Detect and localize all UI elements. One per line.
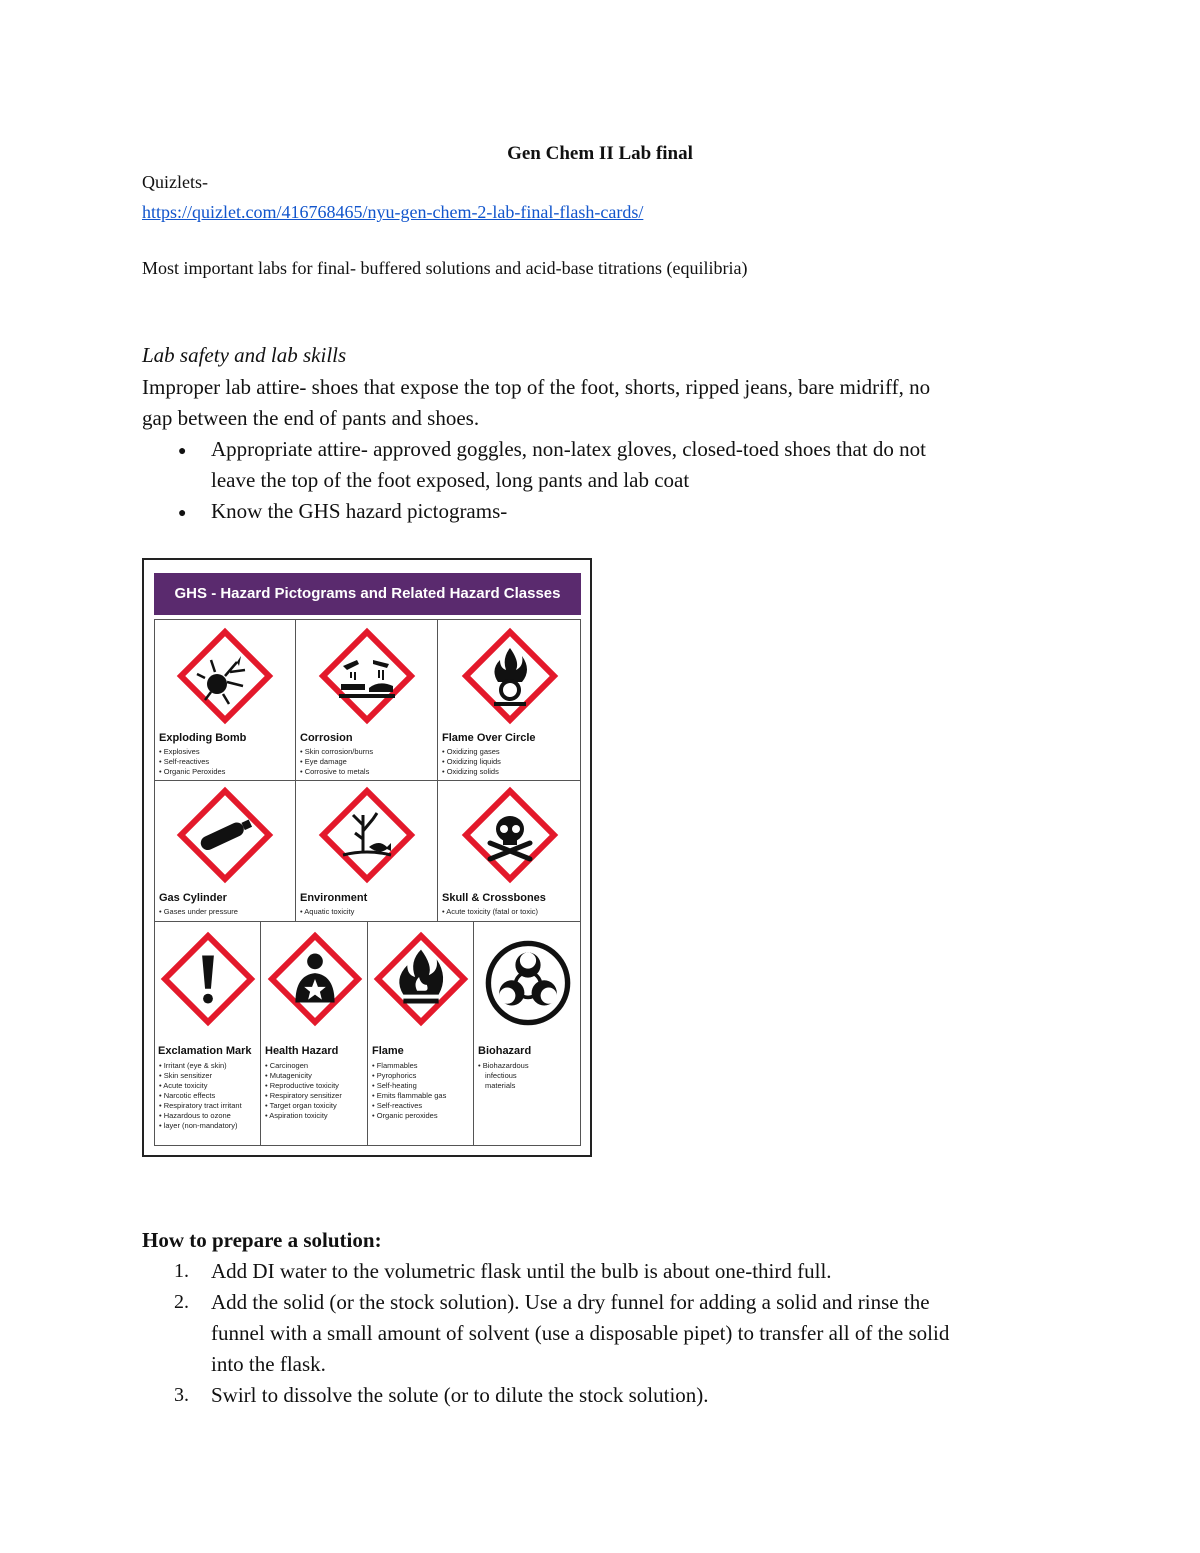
ghs-cell-exploding-bomb bbox=[154, 619, 296, 781]
flame-icon bbox=[372, 930, 470, 1028]
ghs-cell-items: • Oxidizing gases • Oxidizing liquids • Oxidizing solids bbox=[442, 747, 501, 777]
exploding-bomb-icon bbox=[169, 626, 281, 726]
ghs-cell-name: Flame Over Circle bbox=[442, 732, 536, 744]
solution-heading: How to prepare a solution: bbox=[142, 1228, 382, 1252]
ghs-cell-flame bbox=[367, 921, 474, 1146]
ghs-cell-environment bbox=[295, 780, 438, 922]
ghs-cell-items: • Skin corrosion/burns • Eye damage • Corrosive to metals bbox=[300, 747, 373, 777]
ghs-cell-name: Skull & Crossbones bbox=[442, 892, 546, 904]
ghs-cell-name: Flame bbox=[372, 1045, 404, 1057]
improper-attire-line-2: gap between the end of pants and shoes. bbox=[142, 406, 480, 430]
step-number: 3. bbox=[174, 1384, 189, 1406]
ghs-cell-name: Corrosion bbox=[300, 732, 353, 744]
bullet-icon: ● bbox=[178, 444, 187, 459]
safety-heading: Lab safety and lab skills bbox=[142, 343, 347, 367]
ghs-cell-biohazard bbox=[473, 921, 581, 1146]
ghs-cell-name: Exclamation Mark bbox=[158, 1045, 252, 1057]
ghs-cell-items: • Gases under pressure bbox=[159, 907, 238, 917]
step-2-line-3: into the flask. bbox=[211, 1352, 326, 1376]
step-2-line-2: funnel with a small amount of solvent (use a disposable pipet) to transfer all of the solid bbox=[211, 1321, 950, 1345]
ghs-cell-name: Exploding Bomb bbox=[159, 732, 247, 744]
page-title: Gen Chem II Lab final bbox=[507, 143, 693, 164]
gas-cylinder-icon bbox=[169, 785, 281, 885]
step-number: 1. bbox=[174, 1260, 189, 1282]
ghs-cell-skull-crossbones bbox=[437, 780, 581, 922]
ghs-cell-corrosion bbox=[295, 619, 438, 781]
step-number: 2. bbox=[174, 1291, 189, 1313]
ghs-cell-gas-cylinder bbox=[154, 780, 296, 922]
ghs-cell-items: • Irritant (eye & skin) • Skin sensitizer • Acute toxicity • Narcotic effects • Respiratory tract irritant • Hazardous to ozone • layer (non-mandatory) bbox=[159, 1061, 242, 1131]
environment-icon bbox=[311, 785, 423, 885]
step-3-line-1: Swirl to dissolve the solute (or to dilute the stock solution). bbox=[211, 1383, 709, 1407]
ghs-cell-items: • Explosives • Self-reactives • Organic Peroxides bbox=[159, 747, 225, 777]
important-labs-text: Most important labs for final- buffered solutions and acid-base titrations (equilibria) bbox=[142, 258, 748, 278]
corrosion-icon bbox=[311, 626, 423, 726]
ghs-cell-flame-over-circle bbox=[437, 619, 581, 781]
ghs-cell-items: • Aquatic toxicity bbox=[300, 907, 354, 917]
ghs-cell-items: • Acute toxicity (fatal or toxic) bbox=[442, 907, 538, 917]
ghs-cell-name: Health Hazard bbox=[265, 1045, 339, 1057]
health-hazard-icon bbox=[266, 930, 364, 1028]
ghs-cell-name: Biohazard bbox=[478, 1045, 532, 1057]
ghs-cell-health-hazard bbox=[260, 921, 368, 1146]
ghs-cell-items: • Biohazardous infectious materials bbox=[478, 1061, 529, 1091]
appropriate-attire-line-2: leave the top of the foot exposed, long pants and lab coat bbox=[211, 468, 690, 492]
biohazard-icon bbox=[483, 938, 573, 1028]
flame-over-circle-icon bbox=[454, 626, 566, 726]
improper-attire-line-1: Improper lab attire- shoes that expose the top of the foot, shorts, ripped jeans, bare midriff, no bbox=[142, 375, 931, 399]
ghs-cell-exclamation-mark bbox=[154, 921, 261, 1146]
appropriate-attire-line-1: Appropriate attire- approved goggles, non-latex gloves, closed-toed shoes that do not bbox=[211, 437, 926, 461]
exclamation-mark-icon bbox=[159, 930, 257, 1028]
skull-crossbones-icon bbox=[454, 785, 566, 885]
quizlets-label: Quizlets- bbox=[142, 172, 208, 192]
quizlet-link[interactable]: https://quizlet.com/416768465/nyu-gen-chem-2-lab-final-flash-cards/ bbox=[142, 202, 644, 222]
step-2-line-1: Add the solid (or the stock solution). Use a dry funnel for adding a solid and rinse the bbox=[211, 1290, 930, 1314]
ghs-cell-items: • Carcinogen • Mutagenicity • Reproductive toxicity • Respiratory sensitizer • Target organ toxicity • Aspiration toxicity bbox=[265, 1061, 342, 1121]
ghs-bullet-text: Know the GHS hazard pictograms- bbox=[211, 499, 508, 523]
ghs-cell-items: • Flammables • Pyrophorics • Self-heating • Emits flammable gas • Self-reactives • Organic peroxides bbox=[372, 1061, 446, 1121]
step-1-line-1: Add DI water to the volumetric flask until the bulb is about one-third full. bbox=[211, 1259, 832, 1283]
ghs-cell-name: Environment bbox=[300, 892, 368, 904]
ghs-cell-name: Gas Cylinder bbox=[159, 892, 227, 904]
ghs-poster-title: GHS - Hazard Pictograms and Related Hazard Classes bbox=[154, 573, 581, 615]
bullet-icon: ● bbox=[178, 506, 187, 521]
